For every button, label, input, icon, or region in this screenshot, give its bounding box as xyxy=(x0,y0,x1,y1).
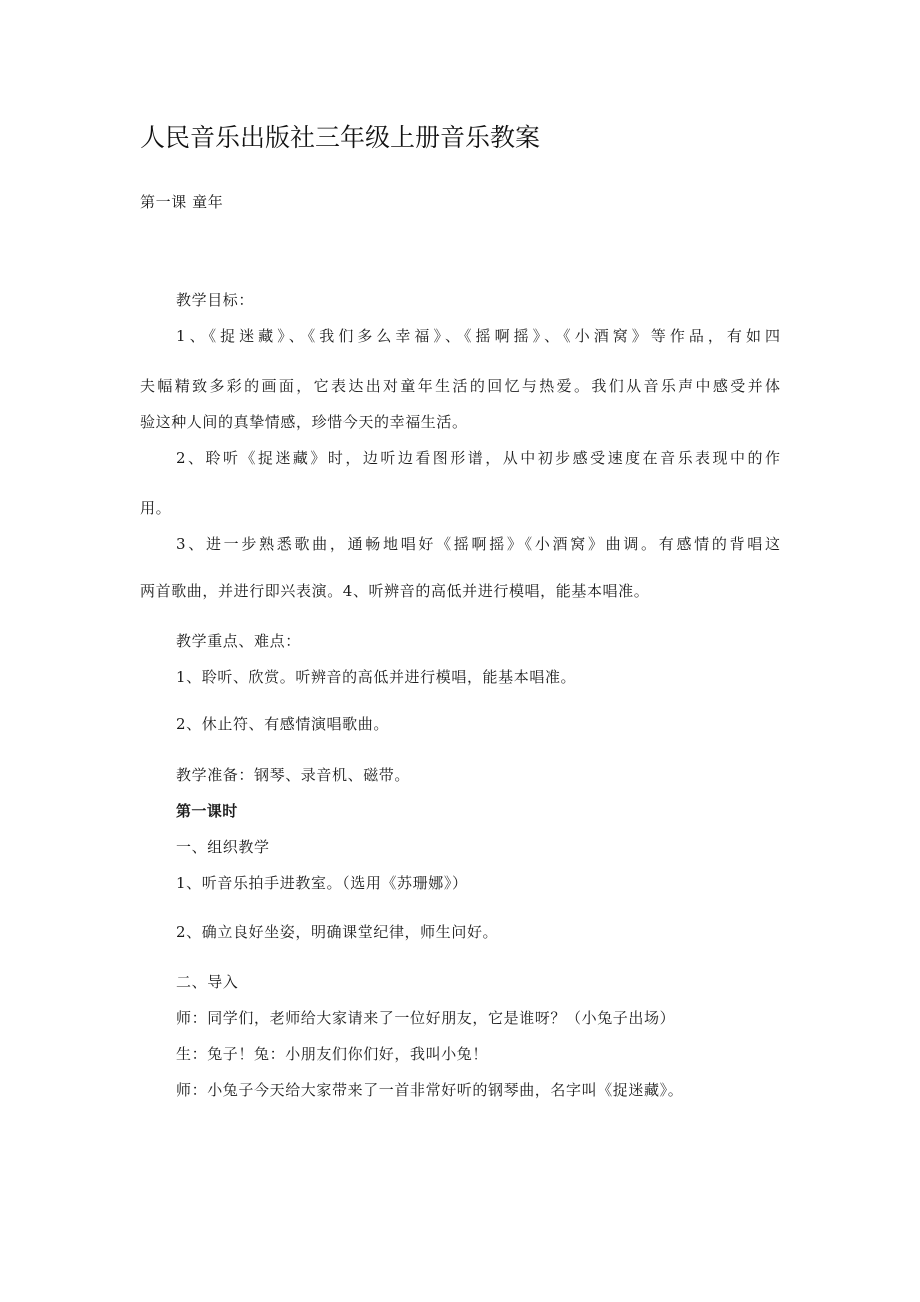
dialogue-line-2: 生：兔子！兔：小朋友们你们好，我叫小兔！ xyxy=(176,1045,489,1063)
section-1-item-2: 2、确立良好坐姿，明确课堂纪律，师生问好。 xyxy=(176,923,499,941)
dialogue-line-3: 师：小兔子今天给大家带来了一首非常好听的钢琴曲，名字叫《捉迷藏》。 xyxy=(176,1081,684,1099)
key-point-1: 1、聆听、欣赏。听辨音的高低并进行模唱，能基本唱准。 xyxy=(176,668,577,686)
section-1-item-1: 1、听音乐拍手进教室。（选用《苏珊娜》） xyxy=(176,874,468,892)
objective-1-line-3: 验这种人间的真挚情感，珍惜今天的幸福生活。 xyxy=(140,413,468,431)
objective-2-line-1: 2、聆听《捉迷藏》时，边听边看图形谱，从中初步感受速度在音乐表现中的作 xyxy=(176,449,780,467)
key-points-label: 教学重点、难点： xyxy=(176,632,301,650)
section-1-heading: 一、组织教学 xyxy=(176,838,270,856)
dialogue-line-1: 师：同学们，老师给大家请来了一位好朋友，它是谁呀？（小兔子出场） xyxy=(176,1009,676,1027)
key-point-2: 2、休止符、有感情演唱歌曲。 xyxy=(176,715,389,733)
document-title: 人民音乐出版社三年级上册音乐教案 xyxy=(140,123,541,152)
lesson-heading: 第一课 童年 xyxy=(140,193,224,211)
first-period-heading: 第一课时 xyxy=(176,802,238,820)
objective-3-line-1: 3、进一步熟悉歌曲，通畅地唱好《摇啊摇》《小酒窝》曲调。有感情的背唱这 xyxy=(176,535,780,553)
objective-1-line-1: 1、《捉迷藏》、《我们多么幸福》、《摇啊摇》、《小酒窝》等作品，有如四 xyxy=(176,327,780,345)
teaching-preparation: 教学准备：钢琴、录音机、磁带。 xyxy=(176,766,411,784)
section-2-heading: 二、导入 xyxy=(176,973,239,991)
objectives-label: 教学目标： xyxy=(176,291,255,309)
objective-2-line-2: 用。 xyxy=(140,499,172,517)
objective-1-line-2: 夫幅精致多彩的画面，它表达出对童年生活的回忆与热爱。我们从音乐声中感受并体 xyxy=(140,377,780,395)
objective-3-line-2: 两首歌曲，并进行即兴表演。4、听辨音的高低并进行模唱，能基本唱准。 xyxy=(140,582,650,600)
